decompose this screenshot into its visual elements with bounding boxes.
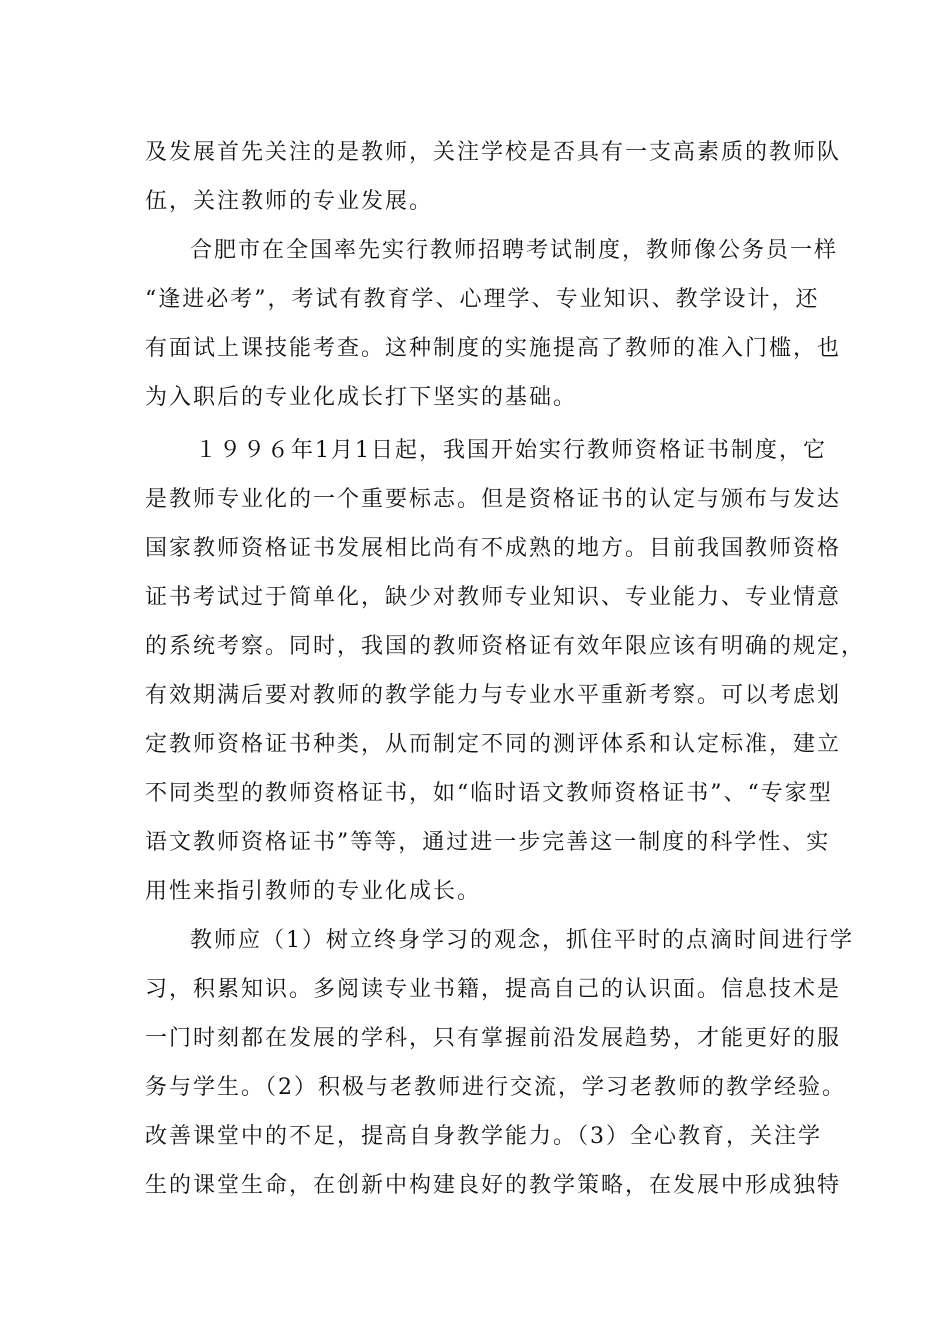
text-line-15: 语文教师资格证书”等等，通过进一步完善这一制度的科学性、实 [145, 830, 831, 855]
text-line-13: 定教师资格证书种类，从而制定不同的测评体系和认定标准，建立 [145, 732, 842, 757]
text-line-6: 为入职后的专业化成长打下坚实的基础。 [145, 385, 578, 410]
text-line-21: 改善课堂中的不足，提高自身教学能力。（3）全心教育，关注学 [145, 1124, 822, 1149]
text-line-5: 有面试上课技能考查。这种制度的实施提高了教师的准入门槛，也 [145, 336, 842, 361]
text-line-8: 是教师专业化的一个重要标志。但是资格证书的认定与颁布与发达 [145, 487, 842, 512]
text-line-2: 伍，关注教师的专业发展。 [145, 189, 434, 214]
text-line-16: 用性来指引教师的专业化成长。 [145, 879, 482, 904]
text-line-1: 及发展首先关注的是教师，关注学校是否具有一支高素质的教师队 [145, 140, 842, 165]
text-line-4: “逢进必考”，考试有教育学、心理学、专业知识、教学设计，还 [145, 287, 820, 312]
text-line-12: 有效期满后要对教师的教学能力与专业水平重新考察。可以考虑划 [145, 683, 842, 708]
text-line-7: １９９６年1月1日起，我国开始实行教师资格证书制度，它 [195, 438, 827, 463]
text-line-19: 一门时刻都在发展的学科，只有掌握前沿发展趋势，才能更好的服 [145, 1026, 842, 1051]
text-line-14: 不同类型的教师资格证书，如“临时语文教师资格证书”、“专家型 [145, 781, 833, 806]
text-line-22: 生的课堂生命，在创新中构建良好的教学策略，在发展中形成独特 [145, 1173, 842, 1198]
text-line-11: 的系统考察。同时，我国的教师资格证有效年限应该有明确的规定， [145, 634, 866, 659]
text-line-9: 国家教师资格证书发展相比尚有不成熟的地方。目前我国教师资格 [145, 536, 842, 561]
text-line-10: 证书考试过于简单化，缺少对教师专业知识、专业能力、专业情意 [145, 585, 842, 610]
text-line-17: 教师应（1）树立终身学习的观念，抓住平时的点滴时间进行学 [190, 928, 854, 953]
text-line-20: 务与学生。（2）积极与老教师进行交流，学习老教师的教学经验。 [145, 1075, 846, 1100]
text-line-3: 合肥市在全国率先实行教师招聘考试制度，教师像公务员一样 [190, 238, 839, 263]
text-line-18: 习，积累知识。多阅读专业书籍，提高自己的认识面。信息技术是 [145, 977, 842, 1002]
